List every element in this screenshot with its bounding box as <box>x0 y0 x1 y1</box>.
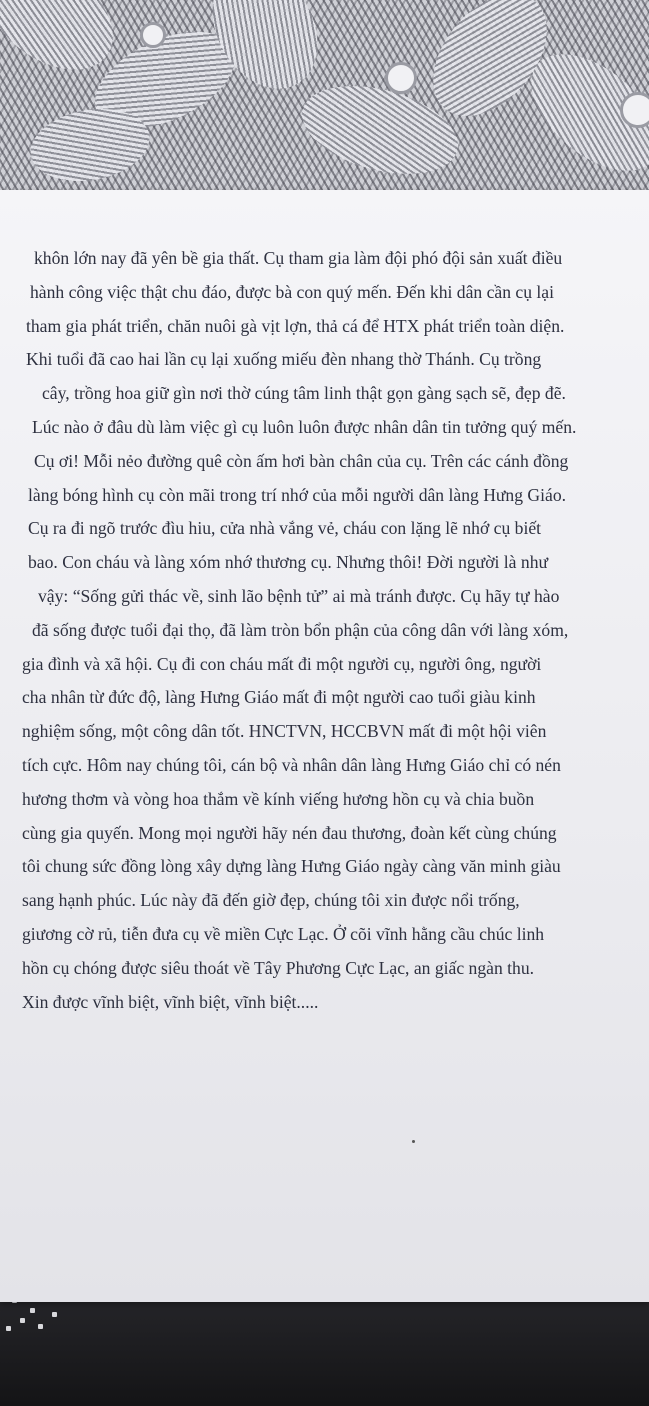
patterned-tablecloth-background <box>0 0 649 210</box>
text-line: nghiệm sống, một công dân tốt. HNCTVN, HCCBVN mất đi một hội viên <box>22 721 547 742</box>
text-line: cây, trồng hoa giữ gìn nơi thờ cúng tâm linh thật gọn gàng sạch sẽ, đẹp đẽ. <box>42 383 566 404</box>
printed-paper-sheet <box>0 190 649 1302</box>
sparkle <box>52 1312 57 1317</box>
text-line: Khi tuổi đã cao hai lần cụ lại xuống miếu đèn nhang thờ Thánh. Cụ trồng <box>26 349 542 370</box>
flower-center <box>140 22 166 48</box>
text-line: hồn cụ chóng được siêu thoát về Tây Phương Cực Lạc, an giấc ngàn thu. <box>22 957 535 978</box>
sparkle <box>20 1318 25 1323</box>
text-line: hương thơm và vòng hoa thắm về kính viếng hương hồn cụ và chia buồn <box>22 788 535 809</box>
sparkle <box>30 1308 35 1313</box>
flower-center <box>385 62 417 94</box>
text-line: Cụ ơi! Mỗi nẻo đường quê còn ấm hơi bàn chân của cụ. Trên các cánh đồng <box>34 450 569 471</box>
eulogy-text <box>22 242 630 1019</box>
text-line: khôn lớn nay đã yên bề gia thất. Cụ tham gia làm đội phó đội sản xuất điều <box>34 248 563 268</box>
text-line: Lúc nào ở đâu dù làm việc gì cụ luôn luôn được nhân dân tin tưởng quý mến. <box>32 416 577 437</box>
sparkle <box>6 1326 11 1331</box>
text-line: cha nhân từ đức độ, làng Hưng Giáo mất đi một người cao tuổi giàu kinh <box>22 687 536 708</box>
text-line: hành công việc thật chu đáo, được bà con quý mến. Đến khi dân cần cụ lại <box>30 281 554 302</box>
text-line: Cụ ra đi ngõ trước đìu hiu, cửa nhà vắng vẻ, cháu con lặng lẽ nhớ cụ biết <box>28 518 542 539</box>
text-line: vậy: “Sống gửi thác về, sinh lão bệnh tử” ai mà tránh được. Cụ hãy tự hào <box>38 585 560 606</box>
text-line: sang hạnh phúc. Lúc này đã đến giờ đẹp, chúng tôi xin được nổi trống, <box>22 890 520 911</box>
text-line: tham gia phát triển, chăn nuôi gà vịt lợn, thả cá để HTX phát triển toàn diện. <box>26 315 565 336</box>
text-line: làng bóng hình cụ còn mãi trong trí nhớ của mỗi người dân làng Hưng Giáo. <box>28 484 567 505</box>
text-line: bao. Con cháu và làng xóm nhớ thương cụ. Nhưng thôi! Đời người là như <box>28 552 549 573</box>
flower-center <box>620 92 649 128</box>
paper-speck <box>412 1140 415 1143</box>
text-line: đã sống được tuổi đại thọ, đã làm tròn bổn phận của công dân với làng xóm, <box>32 619 569 640</box>
dark-table-surface <box>0 1290 649 1406</box>
text-line: Xin được vĩnh biệt, vĩnh biệt, vĩnh biệt..... <box>22 991 319 1012</box>
text-line: tôi chung sức đồng lòng xây dựng làng Hưng Giáo ngày càng văn minh giàu <box>22 856 561 877</box>
text-line: tích cực. Hôm nay chúng tôi, cán bộ và nhân dân làng Hưng Giáo chỉ có nén <box>22 754 561 775</box>
text-line: giương cờ rủ, tiễn đưa cụ về miền Cực Lạc. Ở cõi vĩnh hằng cầu chúc linh <box>22 923 545 944</box>
text-line: cùng gia quyến. Mong mọi người hãy nén đau thương, đoàn kết cùng chúng <box>22 822 557 843</box>
sparkle <box>38 1324 43 1329</box>
text-line: gia đình và xã hội. Cụ đi con cháu mất đi một người cụ, người ông, người <box>22 653 542 674</box>
